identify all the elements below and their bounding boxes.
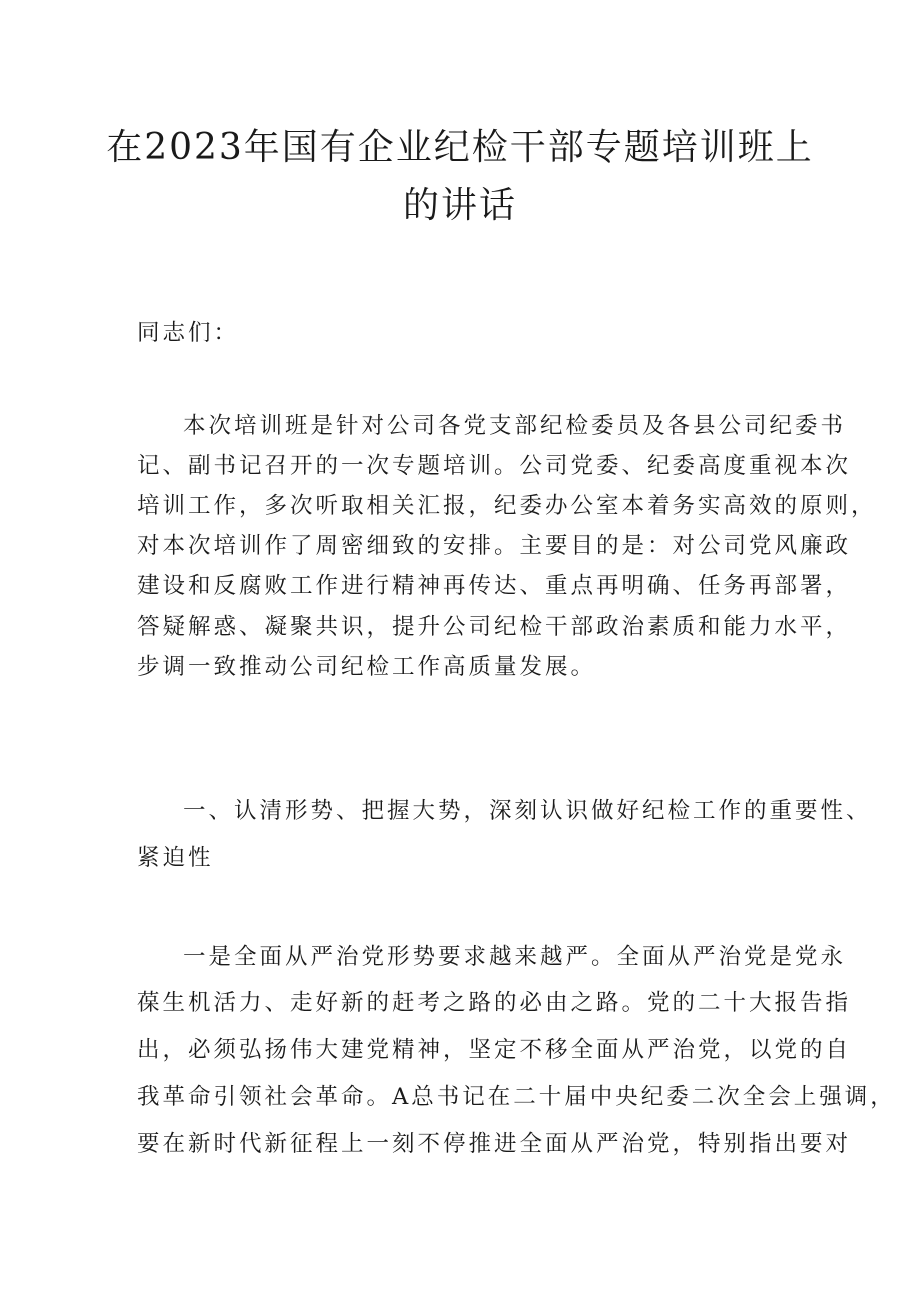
paragraph-1-line: 对本次培训作了周密细致的安排。主要目的是：对公司党风廉政: [137, 533, 852, 559]
paragraph-2-line: 葆生机活力、走好新的赶考之路的必由之路。党的二十大报告指: [137, 990, 852, 1016]
paragraph-2-line: 一是全面从严治党形势要求越来越严。全面从严治党是党永: [183, 944, 847, 970]
paragraph-1-line: 建设和反腐败工作进行精神再传达、重点再明确、任务再部署，: [137, 573, 852, 599]
paragraph-1-line: 本次培训班是针对公司各党支部纪检委员及各县公司纪委书: [183, 413, 847, 439]
paragraph-1-line: 记、副书记召开的一次专题培训。公司党委、纪委高度重视本次: [137, 453, 852, 479]
paragraph-1-line: 答疑解惑、凝聚共识，提升公司纪检干部政治素质和能力水平，: [137, 614, 852, 640]
salutation: 同志们：: [137, 320, 240, 346]
document-title-line-1: 在2023年国有企业纪检干部专题培训班上: [106, 127, 814, 168]
section-heading-line: 一、认清形势、把握大势，深刻认识做好纪检工作的重要性、: [183, 798, 872, 824]
section-heading-line: 紧迫性: [137, 845, 214, 871]
paragraph-2-line: 我革命引领社会革命。A总书记在二十届中央纪委二次全会上强调，: [137, 1084, 896, 1110]
paragraph-2-line: 要在新时代新征程上一刻不停推进全面从严治党，特别指出要对: [137, 1131, 852, 1157]
paragraph-1-line: 培训工作，多次听取相关汇报，纪委办公室本着务实高效的原则，: [137, 493, 877, 519]
document-title-line-2: 的讲话: [402, 185, 517, 226]
paragraph-2-line: 出，必须弘扬伟大建党精神，坚定不移全面从严治党，以党的自: [137, 1037, 852, 1063]
paragraph-1-line: 步调一致推动公司纪检工作高质量发展。: [137, 654, 597, 680]
